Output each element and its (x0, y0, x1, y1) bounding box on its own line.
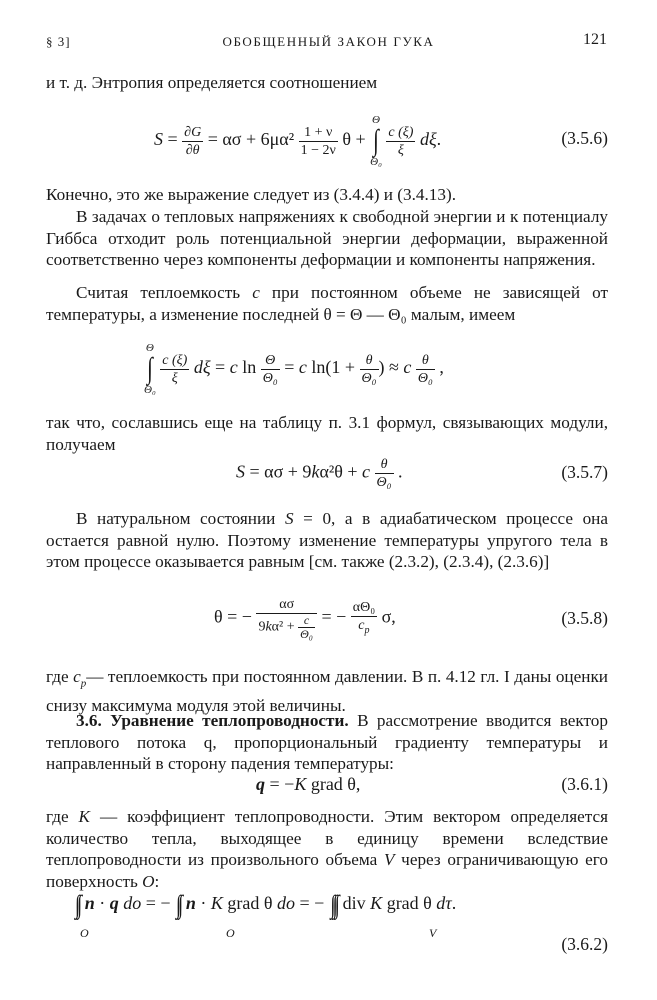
running-header-section: § 3] (46, 34, 71, 49)
heat-capacity-text: при постоянном объеме не зависящей от температуры, а изменение последней θ = Θ — Θ₀ малым, имеем (46, 283, 609, 324)
adiabatic-text: = 0, а в адиабатическом процессе она остается равной нулю. Поэтому изменение температуры упругого тела в этом процессе оказывается равным [см. также (2.3.2), (2.3.4), (2.3.6)] (46, 509, 608, 571)
cp-text: — теплоемкость при постоянном давлении. В п. 4.12 гл. I даны оценки снизу максимума модуля этой величины. (46, 667, 608, 715)
paragraph-heat-capacity: Считая теплоемкость c при постоянном объеме не зависящей от температуры, а изменение последней θ = Θ — Θ₀ малым, имеем (46, 283, 609, 324)
paragraph-conductivity: где K — коэффициент теплопроводности. Этим вектором определяется количество тепла, выходящее в единицу времени вследствие теплопроводности из произвольного объема V через ограничивающую его поверхность O: (46, 807, 609, 891)
paragraph-adiabatic: В натуральном состоянии S = 0, а в адиабатическом процессе она остается равной нулю. Поэтому изменение температуры упругого тела в этом процессе оказывается равным [см. также (2.3.2), (2.3.4), (2.3.6)] (46, 509, 608, 571)
equation-3-5-7: S = ασ + 9kα²θ + c $\frac{\theta}{\text{Θ₀}}$ . (3.5.7) (236, 457, 608, 490)
natural-state-lead: В натуральном состоянии (76, 509, 276, 528)
equation-number: (3.6.2) (561, 934, 608, 954)
equation-3-5-8: θ = − ασ 9kα² + $\frac{c}{\text{Θ₀}}$ = − $\frac{\text{αΘ₀}}{c_p}$ σ, (3.5.8) (214, 597, 608, 641)
conductivity-text: — коэффициент теплопроводности. Этим вектором определяется количество тепла, выходящее в единицу времени вследствие теплопроводности из произвольного объема (46, 807, 608, 869)
equation-log-integral: Θ ∫ Θ₀ $\frac{c (\xi)}{\xi}$ dξ = c ln $\frac{\Theta}{\text{Θ₀}}$ = c ln(1 + $\frac{\theta}{\text{Θ₀}}$ ) ≈ c $\frac{\theta}{\text{Θ₀}}$ , (144, 342, 444, 396)
surface-text: через ограничивающую его поверхность (46, 850, 609, 891)
k-lead: где (46, 807, 69, 826)
paragraph-heat-equation-intro (46, 710, 608, 775)
heat-flux-text: В рассмотрение вводится вектор теплового потока q, пропорциональный градиенту температуры и направленный в сторону падения температуры: (46, 711, 608, 773)
paragraph-cp-definition: где $c_p—$ теплоемкость при постоянном давлении. В п. 4.12 гл. I даны оценки снизу максимума модуля этой величины. (46, 667, 608, 715)
cp-lead: где (46, 667, 69, 686)
equation-3-6-2: ∫∫ n · q do = − ∫∫ n · K grad θ do = − ∫∫∫ div K grad θ dτ. O O V (3.6.2) (74, 890, 608, 954)
paragraph-same-expression: Конечно, это же выражение следует из (3.4.4) и (3.4.13). (46, 185, 457, 204)
heat-capacity-lead: Считая теплоемкость (76, 283, 241, 302)
equation-number: (3.5.8) (561, 608, 608, 628)
equation-3-5-6: S = $\frac{\partial G}{\partial\theta}$ = ασ + 6μα² $\frac{1 + \nu}{1 - 2\nu}$ θ + Θ ∫ Θ₀ $\frac{c (\xi)}{\xi}$ dξ. (3.5.6) (154, 114, 608, 168)
equation-number: (3.5.6) (561, 128, 608, 148)
equation-number: (3.5.7) (561, 462, 608, 482)
page-number: 121 (583, 31, 607, 48)
equation-number: (3.6.1) (561, 774, 608, 794)
paragraph-moduli-table: так что, сославшись еще на таблицу п. 3.1 формул, связывающих модули, получаем (46, 413, 608, 454)
paragraph-entropy: и т. д. Энтропия определяется соотношением (46, 73, 378, 92)
equation-3-6-1: q = −K grad θ, (3.6.1) (256, 774, 608, 794)
paragraph-thermal-stresses: В задачах о тепловых напряжениях к свободной энергии и к потенциалу Гиббса отходит роль потенциальной энергии деформации, выраженной соответственно через компоненты деформации и компоненты напряжения. (46, 207, 608, 269)
section-heading-3-6: 3.6. Уравнение теплопроводности. (76, 711, 349, 730)
running-header-title: ОБОБЩЕННЫЙ ЗАКОН ГУКА (222, 34, 435, 49)
